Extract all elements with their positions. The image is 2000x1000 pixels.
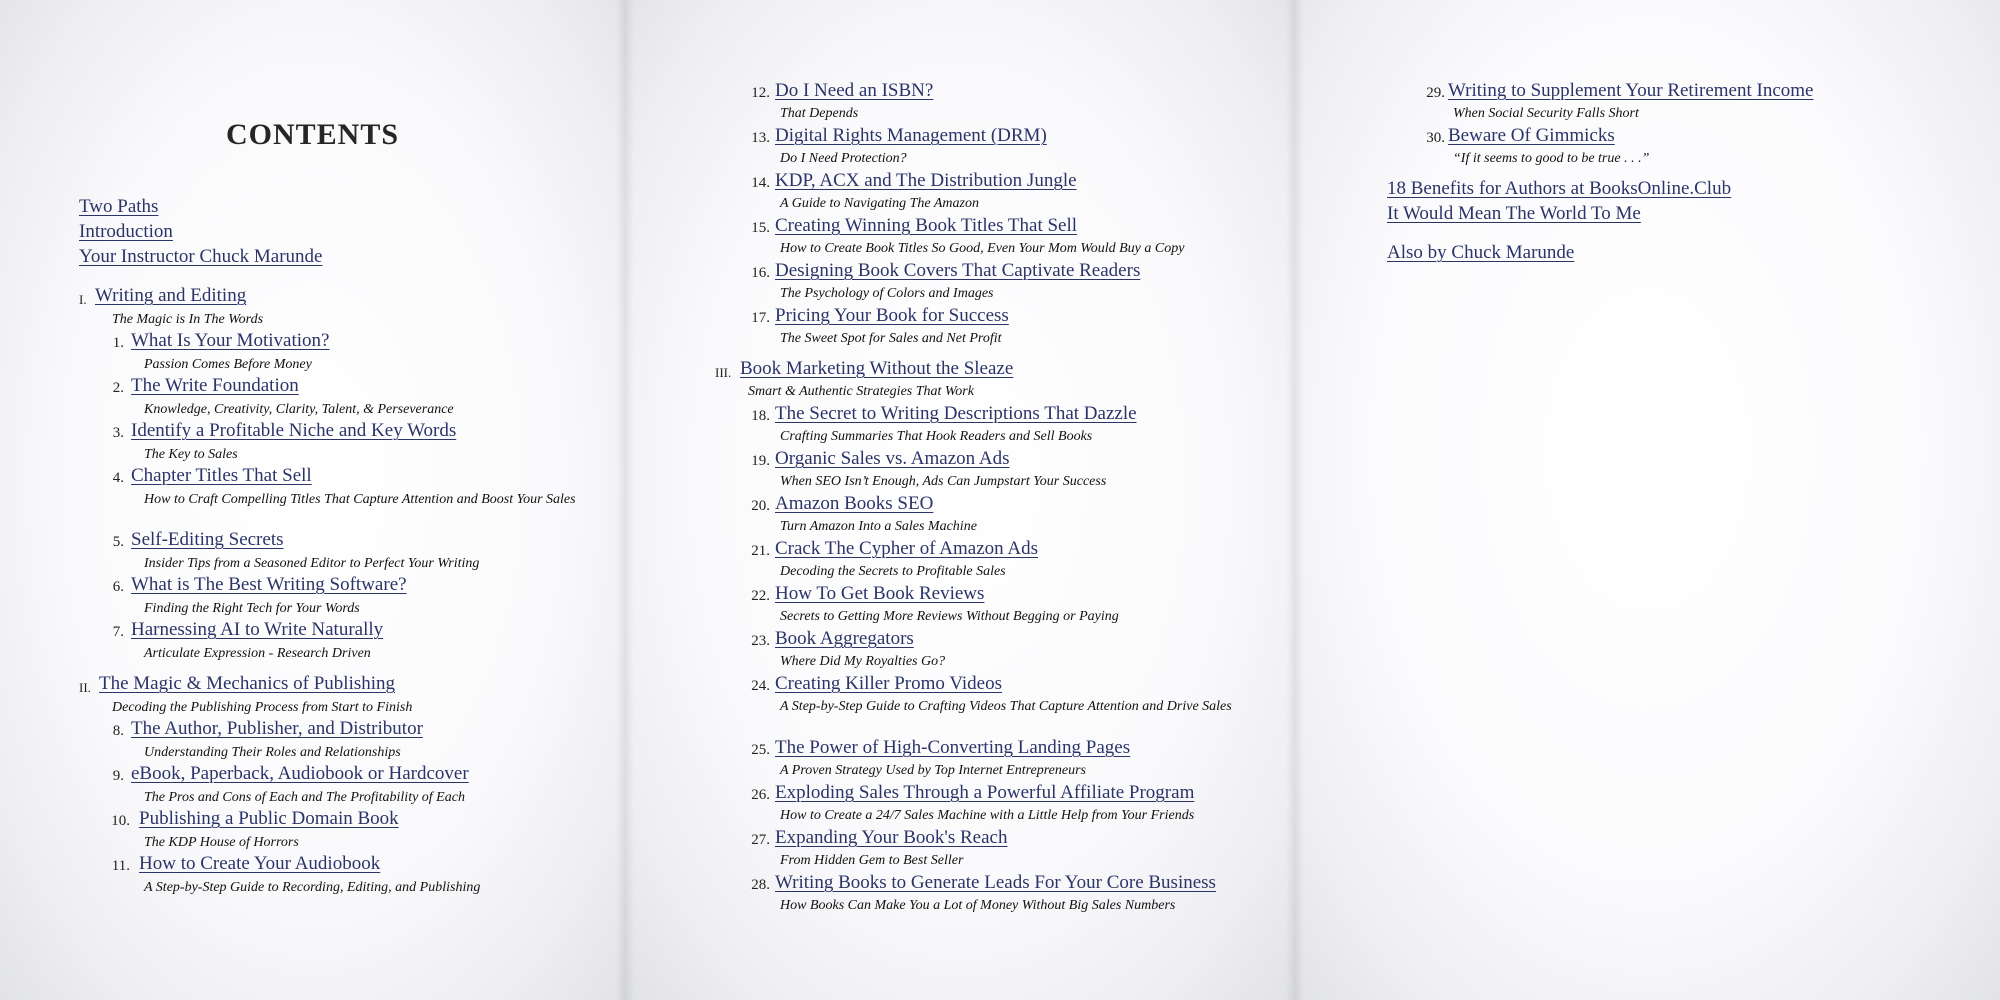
chapter-subtitle: How to Create Book Titles So Good, Even Your Mom Would Buy a Copy — [780, 241, 1185, 256]
chapter-subtitle: Crafting Summaries That Hook Readers and Sell Books — [780, 429, 1093, 444]
toc-link-two-paths[interactable]: Two Paths — [79, 196, 159, 217]
toc-link-chapter-7[interactable]: Harnessing AI to Write Naturally — [131, 619, 384, 640]
chapter-number: 11. — [111, 858, 130, 874]
chapter-number: 8. — [112, 723, 124, 739]
toc-link-chapter-26[interactable]: Exploding Sales Through a Powerful Affiliate Program — [775, 782, 1195, 803]
toc-link-chapter-24[interactable]: Creating Killer Promo Videos — [775, 673, 1003, 694]
chapter-number: 14. — [751, 175, 770, 191]
chapter-subtitle: A Step-by-Step Guide to Crafting Videos That Capture Attention and Drive Sales — [780, 699, 1232, 714]
chapter-subtitle: From Hidden Gem to Best Seller — [780, 853, 964, 868]
chapter-number: 22. — [751, 588, 770, 604]
chapter-subtitle: The Pros and Cons of Each and The Profitability of Each — [144, 790, 465, 805]
chapter-subtitle: Secrets to Getting More Reviews Without Begging or Paying — [780, 609, 1119, 624]
toc-link-chapter-17[interactable]: Pricing Your Book for Success — [775, 305, 1009, 326]
chapter-subtitle: Passion Comes Before Money — [144, 357, 312, 372]
toc-link-introduction[interactable]: Introduction — [79, 221, 173, 242]
chapter-subtitle: How to Create a 24/7 Sales Machine with a Little Help from Your Friends — [780, 808, 1195, 823]
chapter-subtitle: The Sweet Spot for Sales and Net Profit — [780, 331, 1002, 346]
toc-link-chapter-5[interactable]: Self-Editing Secrets — [131, 529, 284, 550]
chapter-subtitle: Finding the Right Tech for Your Words — [144, 601, 360, 616]
chapter-subtitle: That Depends — [780, 106, 859, 121]
toc-link-chapter-15[interactable]: Creating Winning Book Titles That Sell — [775, 215, 1078, 236]
toc-link-chapter-2[interactable]: The Write Foundation — [131, 375, 299, 396]
chapter-number: 15. — [751, 220, 770, 236]
chapter-number: 6. — [112, 579, 124, 595]
toc-link-chapter-8[interactable]: The Author, Publisher, and Distributor — [131, 718, 423, 739]
toc-link-chapter-27[interactable]: Expanding Your Book's Reach — [775, 827, 1008, 848]
chapter-subtitle: Decoding the Secrets to Profitable Sales — [780, 564, 1006, 579]
chapter-number: 21. — [751, 543, 770, 559]
chapter-number: 3. — [112, 425, 124, 441]
chapter-number: 10. — [111, 813, 130, 829]
toc-link-chapter-13[interactable]: Digital Rights Management (DRM) — [775, 125, 1047, 146]
toc-link-chapter-22[interactable]: How To Get Book Reviews — [775, 583, 985, 604]
chapter-subtitle: A Guide to Navigating The Amazon — [780, 196, 979, 211]
toc-link-mean-the-world[interactable]: It Would Mean The World To Me — [1387, 203, 1641, 224]
chapter-subtitle: Knowledge, Creativity, Clarity, Talent, & Perseverance — [144, 402, 454, 417]
chapter-subtitle: When SEO Isn’t Enough, Ads Can Jumpstart Your Success — [780, 474, 1107, 489]
chapter-number: 20. — [751, 498, 770, 514]
chapter-subtitle: Where Did My Royalties Go? — [780, 654, 946, 669]
toc-link-chapter-25[interactable]: The Power of High-Converting Landing Pages — [775, 737, 1131, 758]
chapter-number: 24. — [751, 678, 770, 694]
toc-link-part-3[interactable]: Book Marketing Without the Sleaze — [740, 358, 1014, 379]
toc-link-chapter-23[interactable]: Book Aggregators — [775, 628, 914, 649]
toc-page-1 — [0, 0, 625, 1000]
toc-link-chapter-19[interactable]: Organic Sales vs. Amazon Ads — [775, 448, 1010, 469]
chapter-number: 9. — [112, 768, 124, 784]
part-numeral: III. — [715, 365, 732, 380]
part-subtitle: Decoding the Publishing Process from Start to Finish — [112, 700, 413, 715]
toc-page-3 — [1295, 0, 2000, 1000]
toc-link-part-2[interactable]: The Magic & Mechanics of Publishing — [99, 673, 396, 694]
toc-link-also-by[interactable]: Also by Chuck Marunde — [1387, 242, 1575, 263]
part-numeral: I. — [79, 292, 87, 307]
page-title: CONTENTS — [225, 118, 400, 151]
chapter-subtitle: The Psychology of Colors and Images — [780, 286, 994, 301]
toc-link-chapter-10[interactable]: Publishing a Public Domain Book — [139, 808, 399, 829]
chapter-subtitle: Understanding Their Roles and Relationships — [144, 745, 401, 760]
toc-link-chapter-28[interactable]: Writing Books to Generate Leads For Your Core Business — [775, 872, 1216, 893]
toc-link-part-1[interactable]: Writing and Editing — [95, 285, 247, 306]
page-gutter — [616, 0, 634, 1000]
toc-page-2 — [625, 0, 1295, 1000]
chapter-number: 12. — [751, 85, 770, 101]
chapter-number: 16. — [751, 265, 770, 281]
chapter-number: 1. — [112, 335, 124, 351]
toc-link-chapter-30[interactable]: Beware Of Gimmicks — [1448, 125, 1615, 146]
chapter-number: 28. — [751, 877, 770, 893]
toc-link-chapter-14[interactable]: KDP, ACX and The Distribution Jungle — [775, 170, 1077, 191]
chapter-subtitle: The Key to Sales — [144, 447, 238, 462]
chapter-number: 25. — [751, 742, 770, 758]
toc-link-chapter-3[interactable]: Identify a Profitable Niche and Key Words — [131, 420, 457, 441]
toc-link-chapter-6[interactable]: What is The Best Writing Software? — [131, 574, 407, 595]
chapter-subtitle: Turn Amazon Into a Sales Machine — [780, 519, 977, 534]
part-subtitle: The Magic is In The Words — [112, 312, 264, 327]
chapter-subtitle: Do I Need Protection? — [780, 151, 907, 166]
part-subtitle: Smart & Authentic Strategies That Work — [748, 384, 974, 399]
toc-link-18-benefits[interactable]: 18 Benefits for Authors at BooksOnline.Club — [1387, 178, 1732, 199]
page-gutter — [1286, 0, 1304, 1000]
toc-link-chapter-21[interactable]: Crack The Cypher of Amazon Ads — [775, 538, 1038, 559]
part-numeral: II. — [79, 680, 91, 695]
chapter-subtitle: A Step-by-Step Guide to Recording, Editing, and Publishing — [144, 880, 481, 895]
toc-link-chapter-9[interactable]: eBook, Paperback, Audiobook or Hardcover — [131, 763, 469, 784]
toc-link-chapter-16[interactable]: Designing Book Covers That Captivate Readers — [775, 260, 1141, 281]
toc-link-chapter-1[interactable]: What Is Your Motivation? — [131, 330, 330, 351]
chapter-number: 29. — [1426, 85, 1445, 101]
chapter-subtitle: When Social Security Falls Short — [1453, 106, 1639, 121]
chapter-subtitle: Articulate Expression - Research Driven — [144, 646, 371, 661]
toc-link-chapter-18[interactable]: The Secret to Writing Descriptions That Dazzle — [775, 403, 1137, 424]
toc-link-chapter-4[interactable]: Chapter Titles That Sell — [131, 465, 312, 486]
chapter-number: 23. — [751, 633, 770, 649]
chapter-subtitle: How to Craft Compelling Titles That Capture Attention and Boost Your Sales — [144, 492, 576, 507]
chapter-number: 27. — [751, 832, 770, 848]
chapter-subtitle: “If it seems to good to be true . . .” — [1453, 151, 1650, 166]
chapter-subtitle: A Proven Strategy Used by Top Internet Entrepreneurs — [780, 763, 1087, 778]
chapter-subtitle: Insider Tips from a Seasoned Editor to Perfect Your Writing — [144, 556, 480, 571]
chapter-number: 5. — [112, 534, 124, 550]
chapter-number: 30. — [1426, 130, 1445, 146]
toc-link-chapter-11[interactable]: How to Create Your Audiobook — [139, 853, 381, 874]
chapter-number: 18. — [751, 408, 770, 424]
toc-link-chapter-29[interactable]: Writing to Supplement Your Retirement Income — [1448, 80, 1814, 101]
chapter-subtitle: The KDP House of Horrors — [144, 835, 299, 850]
chapter-number: 2. — [112, 380, 124, 396]
chapter-number: 17. — [751, 310, 770, 326]
toc-link-your-instructor[interactable]: Your Instructor Chuck Marunde — [79, 246, 323, 267]
toc-link-chapter-20[interactable]: Amazon Books SEO — [775, 493, 934, 514]
chapter-number: 13. — [751, 130, 770, 146]
toc-link-chapter-12[interactable]: Do I Need an ISBN? — [775, 80, 934, 101]
chapter-subtitle: How Books Can Make You a Lot of Money Without Big Sales Numbers — [780, 898, 1176, 913]
chapter-number: 7. — [112, 624, 124, 640]
chapter-number: 4. — [112, 470, 124, 486]
chapter-number: 26. — [751, 787, 770, 803]
chapter-number: 19. — [751, 453, 770, 469]
